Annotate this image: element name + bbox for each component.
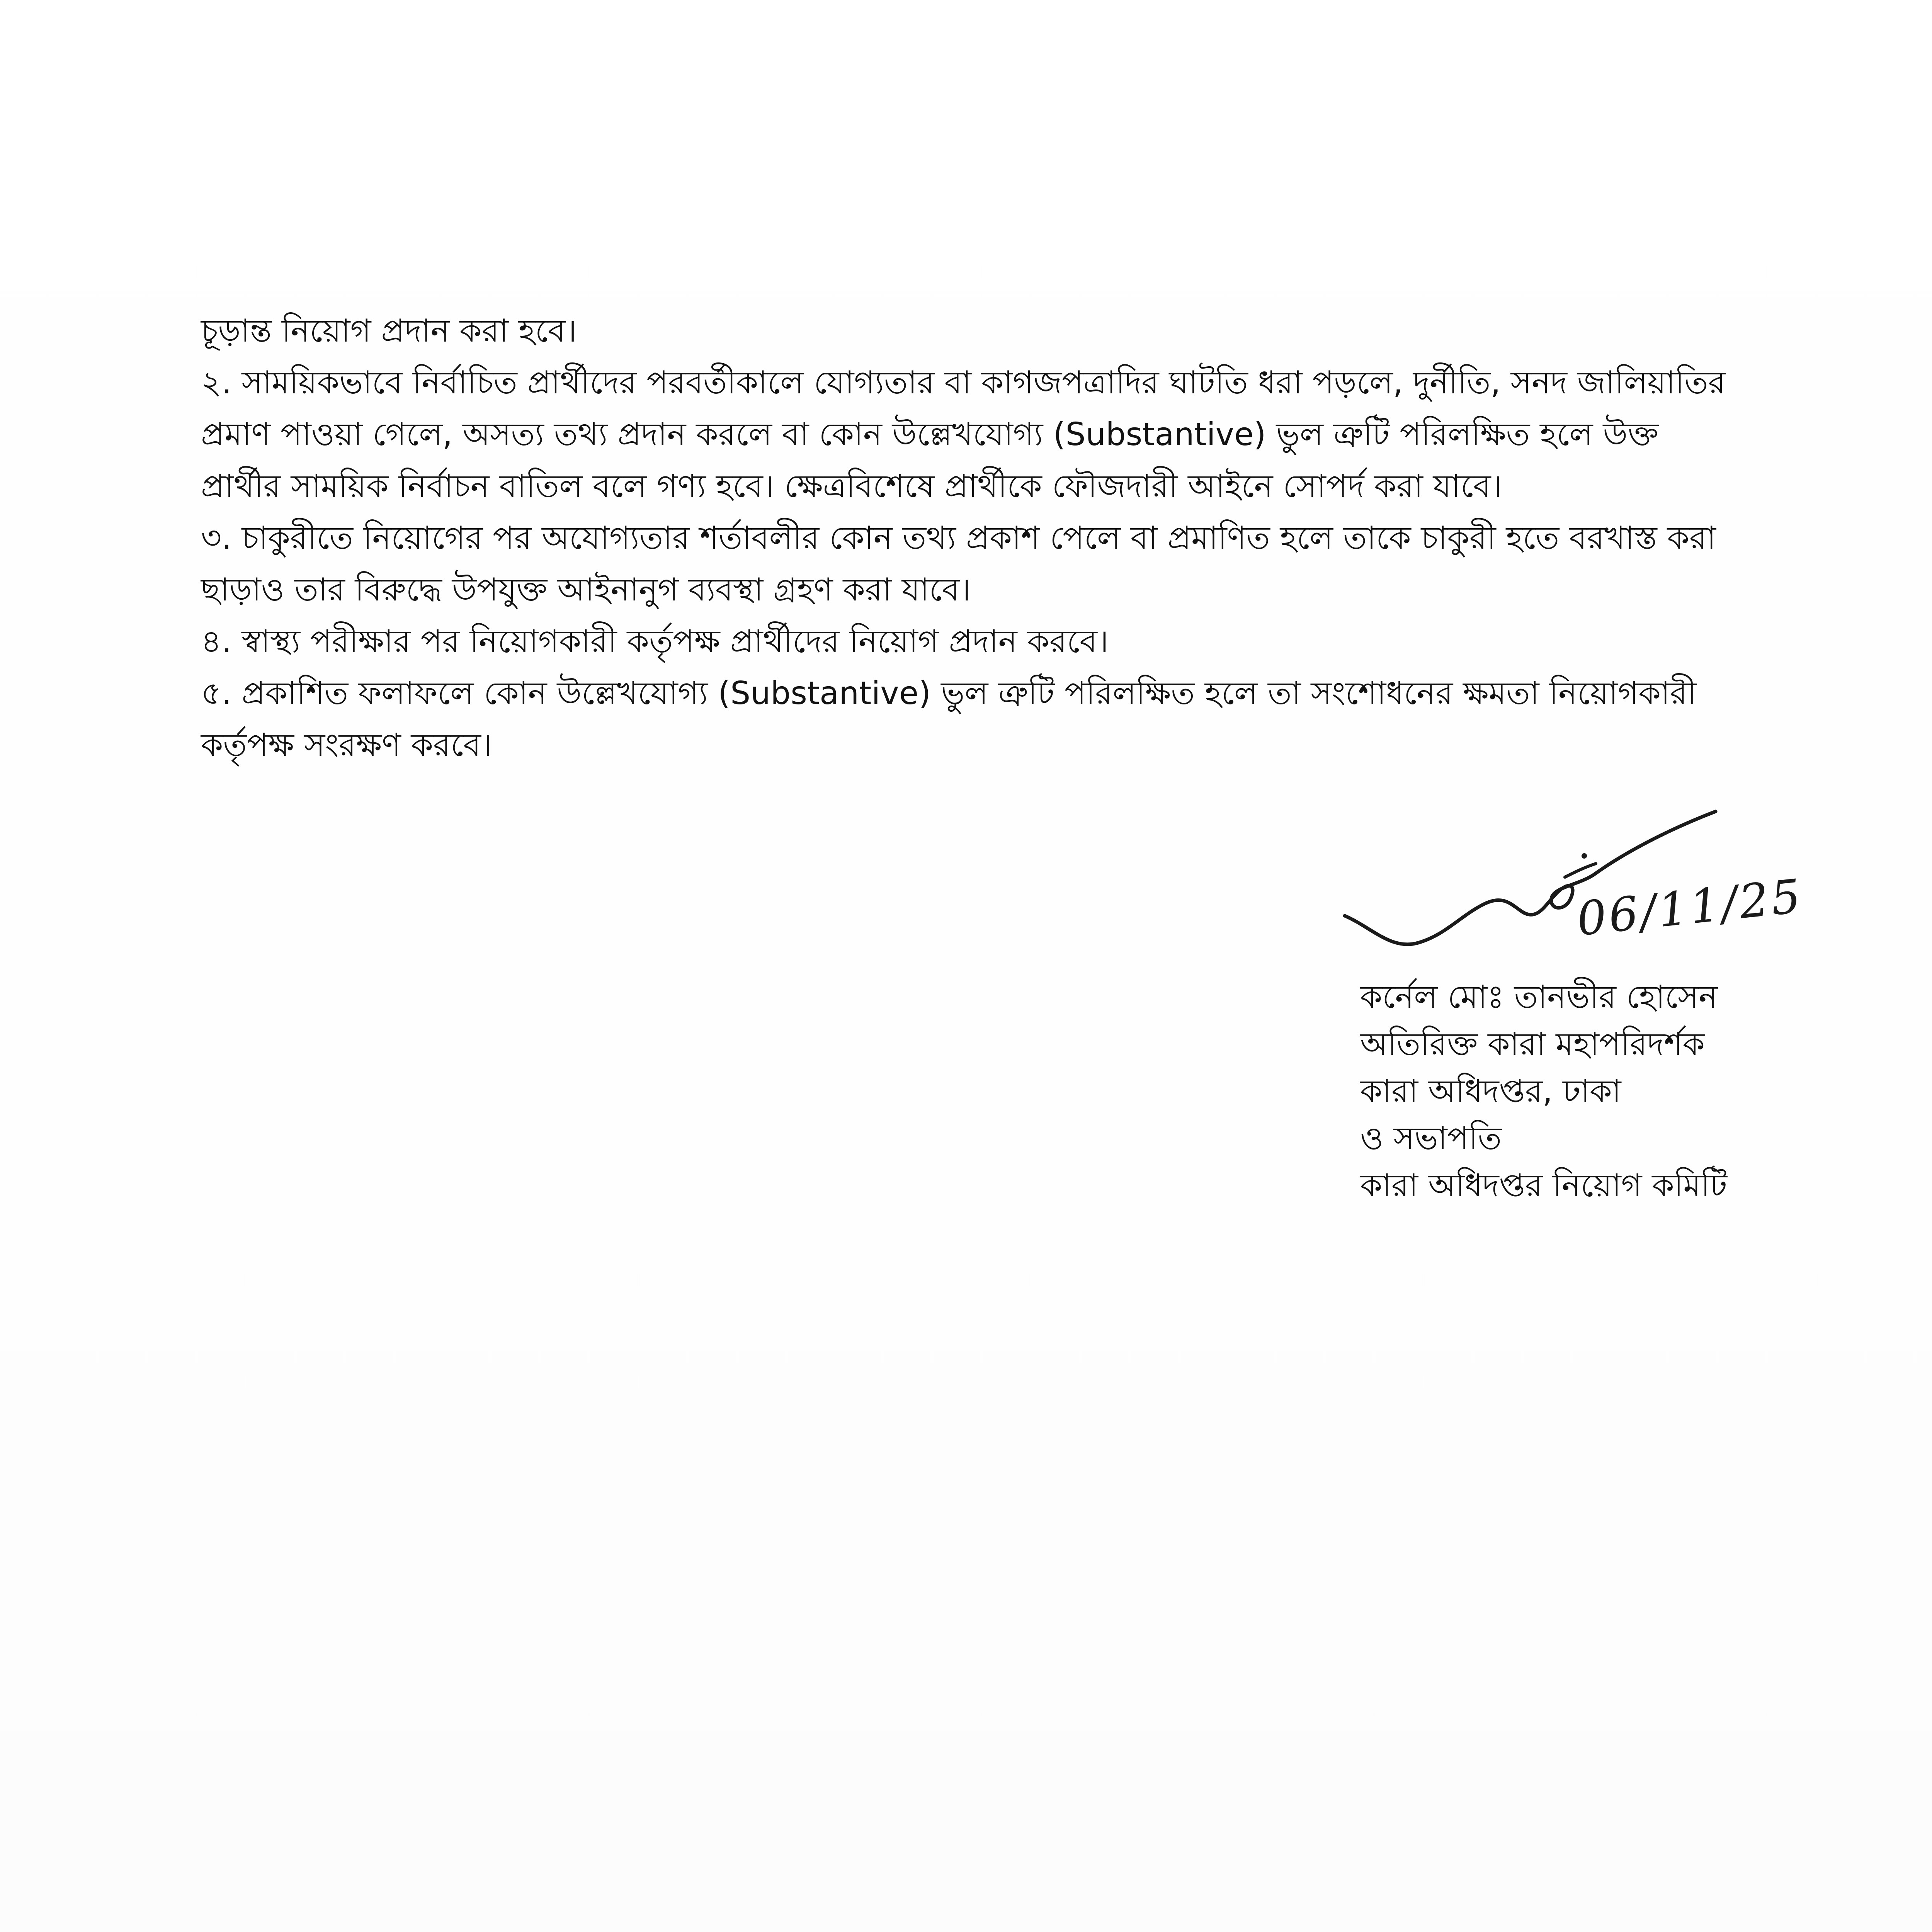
signature-date: 06/11/25 <box>1574 869 1806 947</box>
signatory-committee: কারা অধিদপ্তর নিয়োগ কমিটি <box>1360 1167 1727 1204</box>
document-body <box>201 305 1739 771</box>
signatory-block <box>1360 974 1785 1209</box>
signatory-name: কর্নেল মোঃ তানভীর হোসেন <box>1360 979 1718 1015</box>
signatory-role: ও সভাপতি <box>1360 1120 1502 1157</box>
paragraph-item-3: ৩. চাকুরীতে নিয়োগের পর অযোগ্যতার শর্তাবলীর কোন তথ্য প্রকাশ পেলে বা প্রমাণিত হলে তাকে চাকুরী হতে বরখাস্ত করা ছাড়াও তার বিরুদ্ধে উপযুক্ত আইনানুগ ব্যবস্থা গ্রহণ করা যাবে। <box>201 520 1716 608</box>
paragraph-item-4: ৪. স্বাস্থ্য পরীক্ষার পর নিয়োগকারী কর্তৃপক্ষ প্রার্থীদের নিয়োগ প্রদান করবে। <box>201 623 1109 660</box>
signatory-office: কারা অধিদপ্তর, ঢাকা <box>1360 1073 1621 1110</box>
paragraph-item-2: ২. সাময়িকভাবে নির্বাচিত প্রার্থীদের পরবর্তীকালে যোগ্যতার বা কাগজপত্রাদির ঘাটতি ধরা পড়লে, দুর্নীতি, সনদ জালিয়াতির প্রমাণ পাওয়া গেলে, অসত্য তথ্য প্রদান করলে বা কোন উল্লেখযোগ্য (Substantive) ভুল ত্রুটি পরিলক্ষিত হলে উক্ত প্রার্থীর সাময়িক নির্বাচন বাতিল বলে গণ্য হবে। ক্ষেত্রবিশেষে প্রার্থীকে ফৌজদারী আইনে সোপর্দ করা যাবে। <box>201 364 1726 505</box>
signatory-designation: অতিরিক্ত কারা মহাপরিদর্শক <box>1360 1026 1705 1063</box>
paragraph-continuation: চূড়ান্ত নিয়োগ প্রদান করা হবে। <box>201 313 577 349</box>
handwritten-signature <box>1329 788 1806 951</box>
paragraph-item-5: ৫. প্রকাশিত ফলাফলে কোন উল্লেখযোগ্য (Substantive) ভুল ত্রুটি পরিলক্ষিত হলে তা সংশোধনের ক্ষমতা নিয়োগকারী কর্তৃপক্ষ সংরক্ষণ করবে। <box>201 675 1697 764</box>
